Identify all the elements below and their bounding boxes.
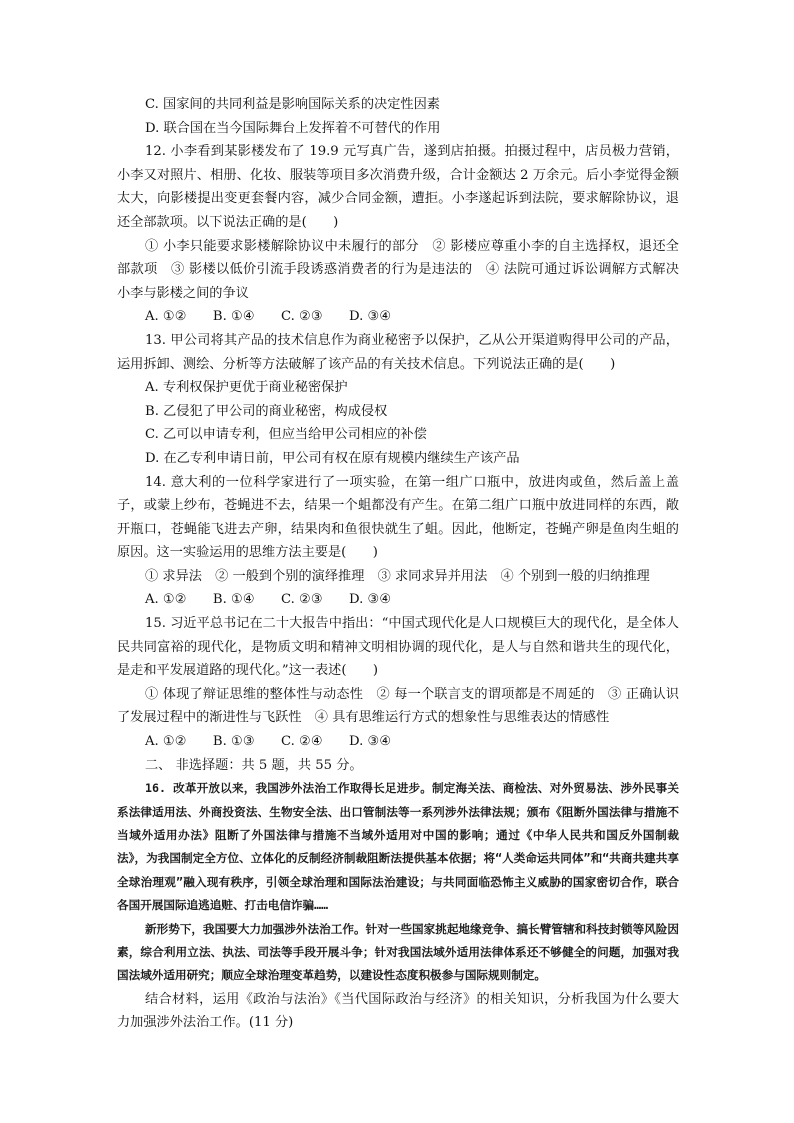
q13-option-d: D. 在乙专利申请日前，甲公司有权在原有规模内继续生产该产品 — [145, 450, 520, 466]
q14-stem: 14. 意大利的一位科学家进行了一项实验，在第一组广口瓶中，放进肉或鱼，然后盖上盖子，或蒙上纱布，苍蝇进不去，结果一个蛆都没有产生。在第二组广口瓶中放进同样的东西，敞开瓶口，苍蝇能飞进去产卵，结果肉和鱼很快就生了蛆。因此，他断定，苍蝇产卵是鱼肉生蛆的原因。这一实验运用的思维方法主要是( ) — [117, 474, 679, 561]
q12-statements: ① 小李只能要求影楼解除协议中未履行的部分 ② 影楼应尊重小李的自主选择权，退还全部款项 ③ 影楼以低价引流手段诱惑消费者的行为是违法的 ④ 法院可通过诉讼调解方式解决小李与影楼之间的争议 — [117, 238, 679, 301]
exam-content — [117, 93, 679, 1035]
q16-question: 结合材料，运用《政治与法治》《当代国际政治与经济》的相关知识，分析我国为什么要大力加强涉外法治工作。(11 分) — [117, 991, 679, 1031]
q13-option-c: C. 乙可以申请专利，但应当给甲公司相应的补偿 — [145, 427, 427, 443]
q12-choices: A. ①② B. ①④ C. ②③ D. ③④ — [145, 309, 392, 325]
q16-material-paragraph-1: 16. 改革开放以来，我国涉外法治工作取得长足进步。制定海关法、商检法、对外贸易法、涉外民事关系法律适用法、外商投资法、生物安全法、出口管制法等一系列涉外法律法规；颁布《阻断外国法律与措施不当域外适用办法》阻断了外国法律与措施不当域外适用对中国的影响；通过《中华人民共和国反外国制裁法》，为我国制定全方位、立体化的反制经济制裁阻断法提供基本依据；将“人类命运共同体”和“共商共建共享全球治理观”融入现有秩序，引领全球治理和国际法治建设；与共同面临恐怖主义威胁的国家密切合作，联合各国开展国际追逃追赃、打击电信诈骗…… — [117, 781, 679, 913]
q13-option-a: A. 专利权保护更优于商业秘密保护 — [145, 380, 348, 396]
q13-option-b: B. 乙侵犯了甲公司的商业秘密，构成侵权 — [145, 403, 388, 419]
q13-stem: 13. 甲公司将其产品的技术信息作为商业秘密予以保护，乙从公开渠道购得甲公司的产品，运用拆卸、测绘、分析等方法破解了该产品的有关技术信息。下列说法正确的是( ) — [117, 332, 679, 372]
q14-statements: ① 求异法 ② 一般到个别的演绎推理 ③ 求同求异并用法 ④ 个别到一般的归纳推理 — [145, 568, 650, 584]
q16-material-paragraph-2: 新形势下，我国要大力加强涉外法治工作。针对一些国家挑起地缘竞争、搞长臂管辖和科技封锁等风险因素，综合利用立法、执法、司法等手段开展斗争；针对我国法域外适用法律体系还不够健全的问题，加强对我国法域外适用研究；顺应全球治理变革趋势，以建设性态度积极参与国际规则制定。 — [117, 921, 679, 983]
q15-statements: ① 体现了辩证思维的整体性与动态性 ② 每一个联言支的谓项都是不周延的 ③ 正确认识了发展过程中的渐进性与飞跃性 ④ 具有思维运行方式的想象性与思维表达的情感性 — [117, 686, 679, 726]
q11-option-c: C. 国家间的共同利益是影响国际关系的决定性因素 — [145, 97, 440, 112]
q15-stem: 15. 习近平总书记在二十大报告中指出：“中国式现代化是人口规模巨大的现代化，是全体人民共同富裕的现代化，是物质文明和精神文明相协调的现代化，是人与自然和谐共生的现代化，是走和平发展道路的现代化。”这一表述( ) — [117, 616, 679, 679]
q12-stem: 12. 小李看到某影楼发布了 19.9 元写真广告，遂到店拍摄。拍摄过程中，店员极力营销，小李又对照片、相册、化妆、服装等项目多次消费升级，合计金额达 2 万余元。后小李觉得金额太大，向影楼提出变更套餐内容，减少合同金额，遭拒。小李遂起诉到法院，要求解除协议，退还全部款项。以下说法正确的是( ) — [117, 144, 679, 230]
q14-choices: A. ①② B. ①④ C. ②③ D. ③④ — [145, 592, 392, 608]
q15-choices: A. ①② B. ①③ C. ②④ D. ③④ — [145, 734, 392, 750]
section-heading: 二、 非选择题：共 5 题，共 55 分。 — [145, 757, 363, 773]
q11-option-d: D. 联合国在当今国际舞台上发挥着不可替代的作用 — [145, 120, 441, 136]
